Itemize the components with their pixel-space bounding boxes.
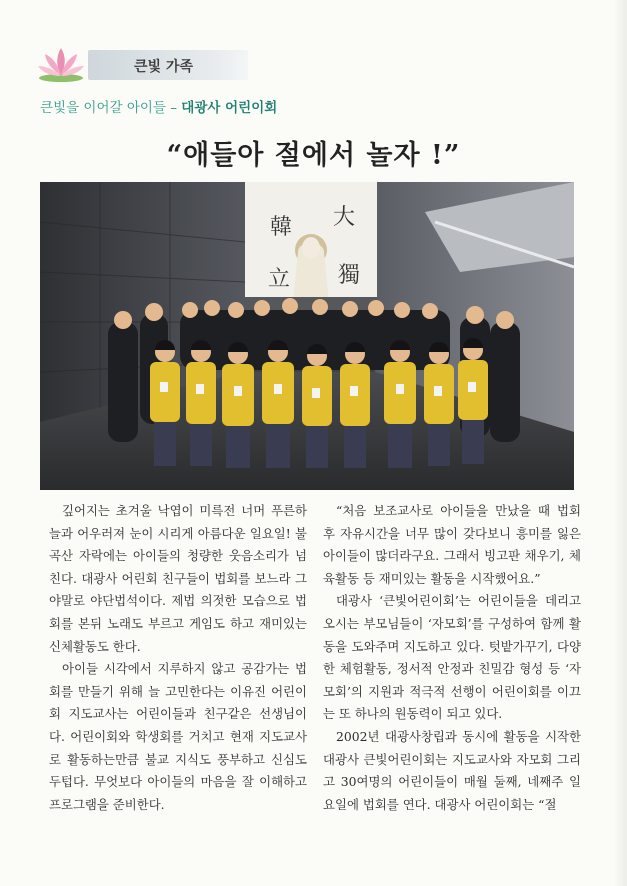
calligraphy-char-2: 大 <box>333 205 356 230</box>
group-photo <box>40 182 574 490</box>
section-label: 큰빛 가족 <box>134 59 193 75</box>
calligraphy-char-1: 韓 <box>270 215 293 240</box>
article-paragraph: 대광사 ‘큰빛어린이회’는 어린이들을 데리고 오시는 부모님들이 ‘자모회’를 구성하여 함께 활동을 도와주며 지도하고 있다. 텃밭가꾸기, 다양한 체험활동, 정서적 안정과 친밀감 형성 등 ‘자모회’의 지원과 적극적 선행이 어린이회를 이끄는 또 하나의 원동력이 되고 있다. <box>323 593 581 722</box>
article-paragraph: 깊어지는 초겨울 낙엽이 미륵전 너머 푸른하늘과 어우러져 눈이 시리게 아름다운 일요일! 불곡산 자락에는 아이들의 청량한 웃음소리가 넘친다. 대광사 어린회 친구들이 법회를 보느라 그야말로 야단법석이다. 제법 의젓한 모습으로 법회를 본뒤 노래도 부르고 게임도 하고 재미있는 신체활동도 한다. <box>49 503 307 654</box>
section-tab <box>88 50 248 80</box>
article-headline: “애들아 절에서 놀자 !” <box>166 140 461 171</box>
kicker-prefix: 큰빛을 이어갈 아이들 – <box>40 100 182 116</box>
kicker-highlight: 대광사 어린이회 <box>181 100 278 116</box>
lotus-icon <box>34 44 88 84</box>
article-kicker <box>40 96 277 116</box>
article-column-right <box>323 500 581 816</box>
calligraphy-char-3: 立 <box>268 267 291 292</box>
article-paragraph: 2002년 대광사창립과 동시에 활동을 시작한 대광사 큰빛어린이회는 지도교사와 자모회 그리고 30여명의 어린이들이 매월 둘째, 네째주 일요일에 법회를 연다. 대광사 어린이회는 “절 <box>323 728 581 812</box>
calligraphy-char-4: 獨 <box>338 263 361 288</box>
article-paragraph: 아이들 시각에서 지루하지 않고 공감가는 법회를 만들기 위해 늘 고민한다는 이유진 어린이회 지도교사는 어린이들과 친구같은 선생님이다. 어린이회와 학생회를 거치고 현재 지도교사로 활동하는만큼 불교 지식도 풍부하고 신심도 두텁다. 무엇보다 아이들의 마음을 잘 이해하고 프로그램을 준비한다. <box>49 661 307 812</box>
article-column-left <box>49 500 307 816</box>
article-paragraph: “처음 보조교사로 아이들을 만났을 때 법회 후 자유시간을 너무 많이 갖다보니 흥미를 잃은 아이들이 많더라구요. 그래서 빙고판 채우기, 체육활동 등 재미있는 활동을 시작했어요.” <box>323 503 581 586</box>
